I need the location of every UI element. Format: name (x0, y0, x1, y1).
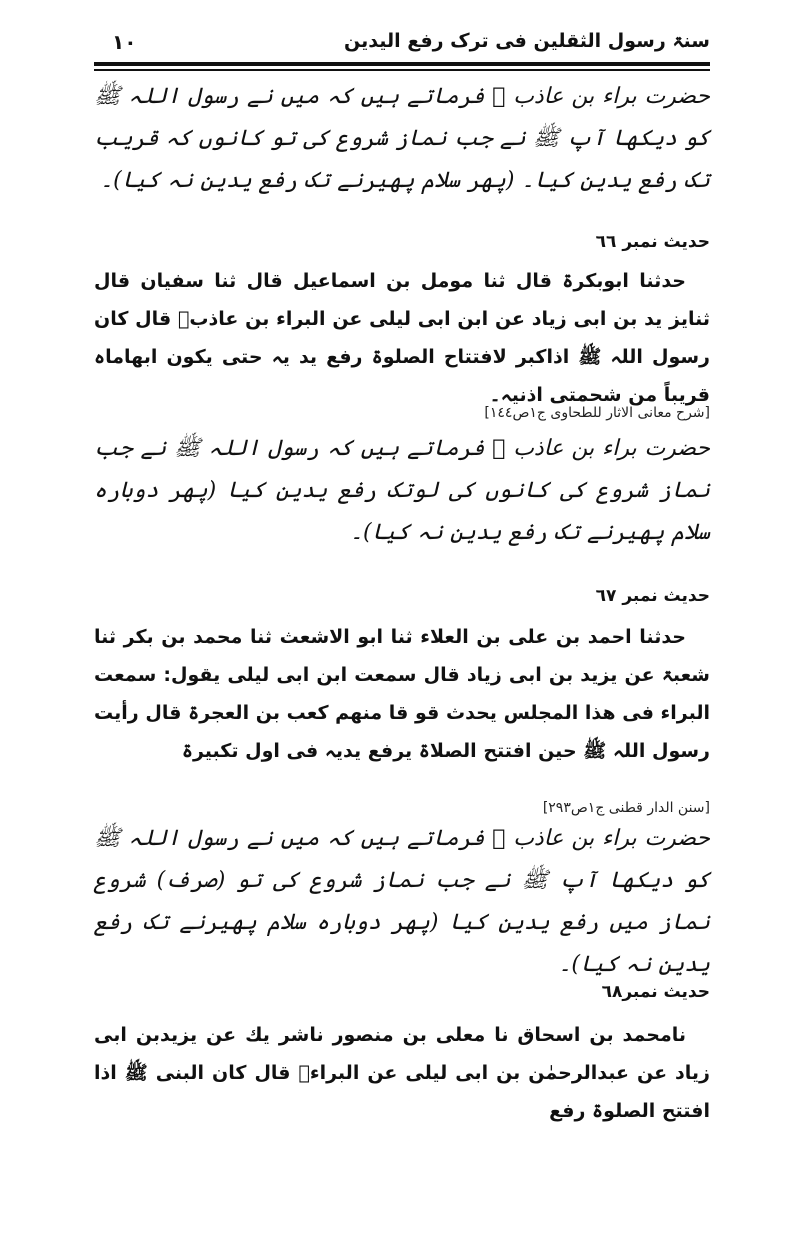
source-reference-67: [سنن الدار قطنی ج۱ص۲۹۳] (542, 800, 710, 816)
header-rule-thin (94, 69, 710, 71)
header-rule-thick (94, 62, 710, 66)
page-number: ۱۰ (112, 30, 137, 54)
hadith-heading-68: حدیث نمبر٦٨ (601, 982, 710, 1002)
urdu-translation-67: حضرت براء بن عاذب ﷜ فرماتے ہیں کہ میں نے رسول اللہ ﷺ کو دیکھا آپ ﷺ نے جب نماز شروع کی تو (صرف) شروع نماز میں رفع یدین کیا (پھر دوبارہ سلام پھیرنے تک رفع یدین نہ کیا)۔ (94, 826, 710, 977)
arabic-hadith-text-67: حدثنا احمد بن علی بن العلاء ثنا ابو الاشعث ثنا محمد بن بکر ثنا شعبۃ عن یزید بن ابی زیاد قال سمعت ابن ابی لیلی یقول: سمعت البراء فی ھذا المجلس یحدث قو قا منھم کعب بن العجرۃ قال رأیت رسول اللہ ﷺ حین افتتح الصلاۃ یرفع یدیہ فی اول تکبیرۃ (94, 626, 710, 762)
urdu-translation-66: حضرت براء بن عاذب ﷜ فرماتے ہیں کہ رسول اللہ ﷺ نے جب نماز شروع کی کانوں کی لوتک رفع یدین کیا (پھر دوبارہ سلام پھیرنے تک رفع یدین نہ کیا)۔ (94, 436, 710, 545)
source-reference-66: [شرح معانی الاثار للطحاوی ج۱ص۱٤٤] (484, 405, 710, 421)
hadith-heading-67: حدیث نمبر ٦٧ (595, 586, 710, 606)
page-header (94, 28, 710, 64)
arabic-hadith-text-66: حدثنا ابوبکرۃ قال ثنا مومل بن اسماعیل قال ثنا سفیان قال ثنایز ید بن ابی زیاد عن ابن ابی لیلی عن البراء بن عاذب﷜ قال کان رسول اللہ ﷺ اذاکبر لافتتاح الصلوۃ رفع ید یہ حتی یکون ابھاماہ قریباً من شحمتی اذنیہ۔ (94, 270, 710, 406)
arabic-hadith-text-68: نامحمد بن اسحاق نا معلی بن منصور ناشر یك عن یزیدبن ابی زیاد عن عبدالرحمٰن بن ابی لیلی عن البراء﷜ قال کان البنی ﷺ اذا افتتح الصلوۃ رفع (94, 1024, 710, 1122)
running-title: سنۃ رسول الثقلین فی ترک رفع الیدین (343, 30, 710, 52)
hadith-heading-66: حدیث نمبر ٦٦ (595, 232, 710, 252)
urdu-translation-paragraph: حضرت براء بن عاذب ﷜ فرماتے ہیں کہ میں نے رسول اللہ ﷺ کو دیکھا آپ ﷺ نے جب نماز شروع کی تو کانوں کہ قریب تک رفع یدین کیا۔ (پھر سلام پھیرنے تک رفع یدین نہ کیا)۔ (94, 84, 710, 193)
